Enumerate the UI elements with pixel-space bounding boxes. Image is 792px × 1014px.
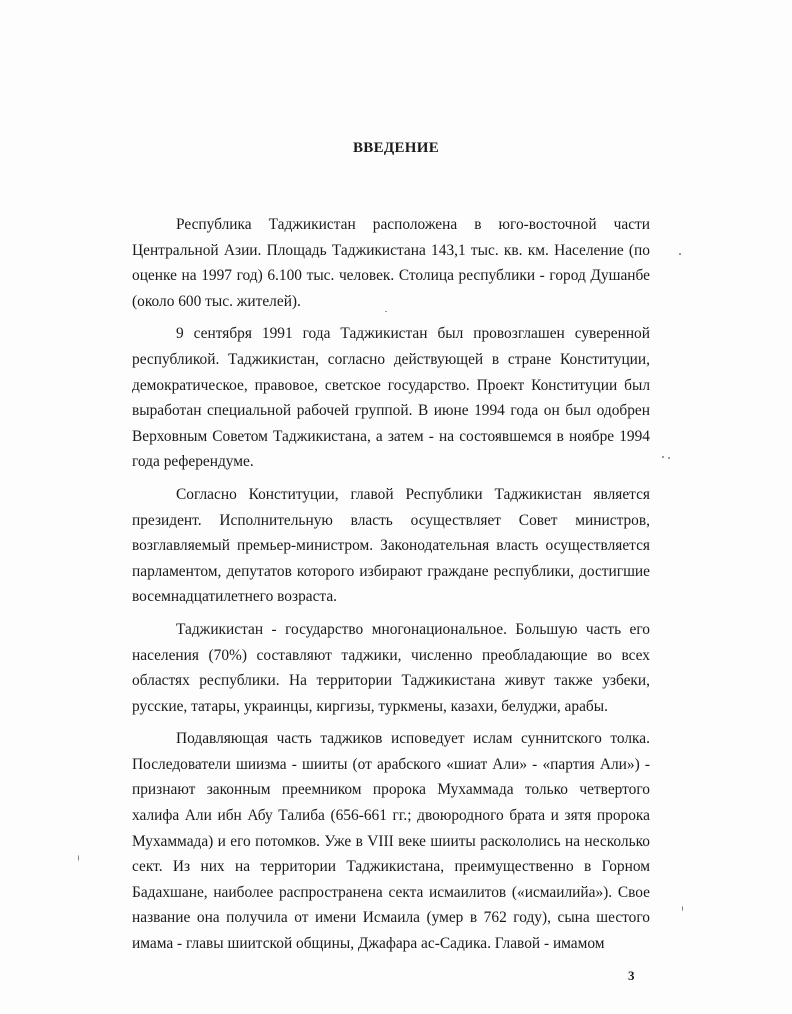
- scan-speck: [679, 253, 681, 255]
- paragraph-2: 9 сентября 1991 года Таджикистан был провозглашен суверенной республикой. Таджикистан, согласно действующей в стране Конституции, демократическое, правовое, светское государство. Проект Конституции был выработан специальной рабочей группой. В июне 1994 года он был одобрен Верховным Советом Таджикистана, а затем - на состоявшемся в ноябре 1994 года референдуме.: [132, 325, 650, 471]
- scan-speck: [662, 456, 664, 458]
- page-number: 3: [628, 968, 635, 983]
- body-text: [132, 212, 650, 957]
- paragraph-3: Согласно Конституции, главой Республики Таджикистан является президент. Исполнительную власть осуществляет Совет министров, возглавляемый премьер-министром. Законодательная власть осуществляется парламентом, депутатов которого избирают граждане республики, достигшие восемнадцатилетнего возраста.: [132, 485, 650, 606]
- scan-speck: [78, 855, 79, 861]
- scan-speck: [668, 457, 670, 459]
- scan-speck: [682, 906, 683, 911]
- scan-speck: [385, 311, 387, 312]
- page-title: ВВЕДЕНИЕ: [352, 140, 440, 156]
- paragraph-4: Таджикистан - государство многонациональное. Большую часть его населения (70%) составляют таджики, численно преобладающие во всех областях республики. На территории Таджикистана живут также узбеки, русские, татары, украинцы, киргизы, туркмены, казахи, белуджи, арабы.: [132, 620, 650, 715]
- paragraph-5: Подавляющая часть таджиков исповедует ислам суннитского толка. Последователи шиизма - шииты (от арабского «шиат Али» - «партия Али») - признают законным преемником пророка Мухаммада только четвертого халифа Али ибн Абу Талиба (656-661 гг.; двоюродного брата и зятя пророка Мухаммада) и его потомков. Уже в VIII веке шииты раскололись на несколько сект. Из них на территории Таджикистана, преимущественно в Горном Бадахшане, наиболее распространена секта исмаилитов («исмаилийа»). Свое название она получила от имени Исмаила (умер в 762 году), сына шестого имама - главы шиитской общины, Джафара ас-Садика. Главой - имамом: [132, 730, 650, 953]
- paragraph-1: Республика Таджикистан расположена в юго-восточной части Центральной Азии. Площадь Таджикистана 143,1 тыс. кв. км. Население (по оценке на 1997 год) 6.100 тыс. человек. Столица республики - город Душанбе (около 600 тыс. жителей).: [132, 216, 650, 310]
